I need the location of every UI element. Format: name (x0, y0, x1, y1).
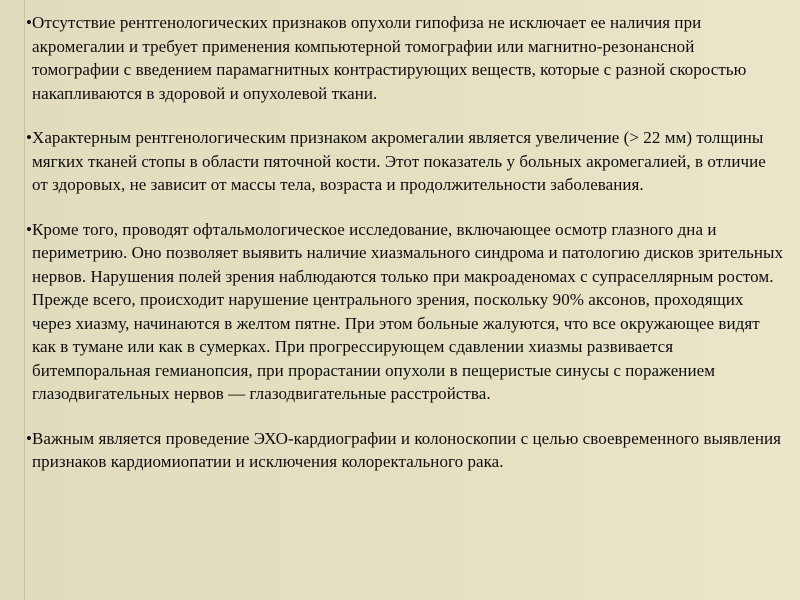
slide-content (26, 11, 784, 495)
paragraph-text: Отсутствие рентгенологических признаков опухоли гипофиза не исключает ее наличия при акромегалии и требует применения компьютерной томографии или магнитно-резонансной томографии с введением парамагнитных контрастирующих веществ, которые с разной скоростью накапливаются в здоровой и опухолевой ткани. (32, 13, 747, 103)
paragraph-text: Важным является проведение ЭХО-кардиографии и колоноскопии с целью своевременного выявления признаков кардиомиопатии и исключения колоректального рака. (32, 428, 782, 471)
paragraph-echo-colonoscopy (26, 427, 784, 474)
paragraph-xray-signs (26, 11, 784, 105)
slide-edge-line (24, 0, 25, 600)
bullet: • (26, 13, 33, 32)
bullet: • (26, 428, 33, 448)
paragraph-text: Характерным рентгенологическим признаком акромегалии является увеличение (> 22 мм) толщины мягких тканей стопы в области пяточной кости. Этот показатель у больных акромегалией, в отличие от здоровых, не зависит от массы тела, возраста и продолжительности заболевания. (32, 128, 766, 194)
paragraph-text: Кроме того, проводят офтальмологическое исследование, включающее осмотр глазного дна и периметрию. Оно позволяет выявить наличие хиазмального синдрома и патологию дисков зрительных нервов. Нарушения полей зрения наблюдаются только при макроаденомах с супраселлярным ростом. Прежде всего, происходит нарушение центрального зрения, поскольку 90% аксонов, проходящих через хиазму, начинаются в желтом пятне. При этом больные жалуются, что все окружающее видят как в тумане или как в сумерках. При прогрессирующем сдавлении хиазмы развивается битемпоральная гемианопсия, при прорастании опухоли в пещеристые синусы с поражением глазодвигательных нервов — глазодвигательные расстройства. (32, 219, 784, 403)
paragraph-heel-pad (26, 126, 784, 197)
bullet: • (26, 128, 33, 147)
paragraph-ophthalmology (26, 218, 784, 406)
bullet: • (26, 219, 33, 239)
